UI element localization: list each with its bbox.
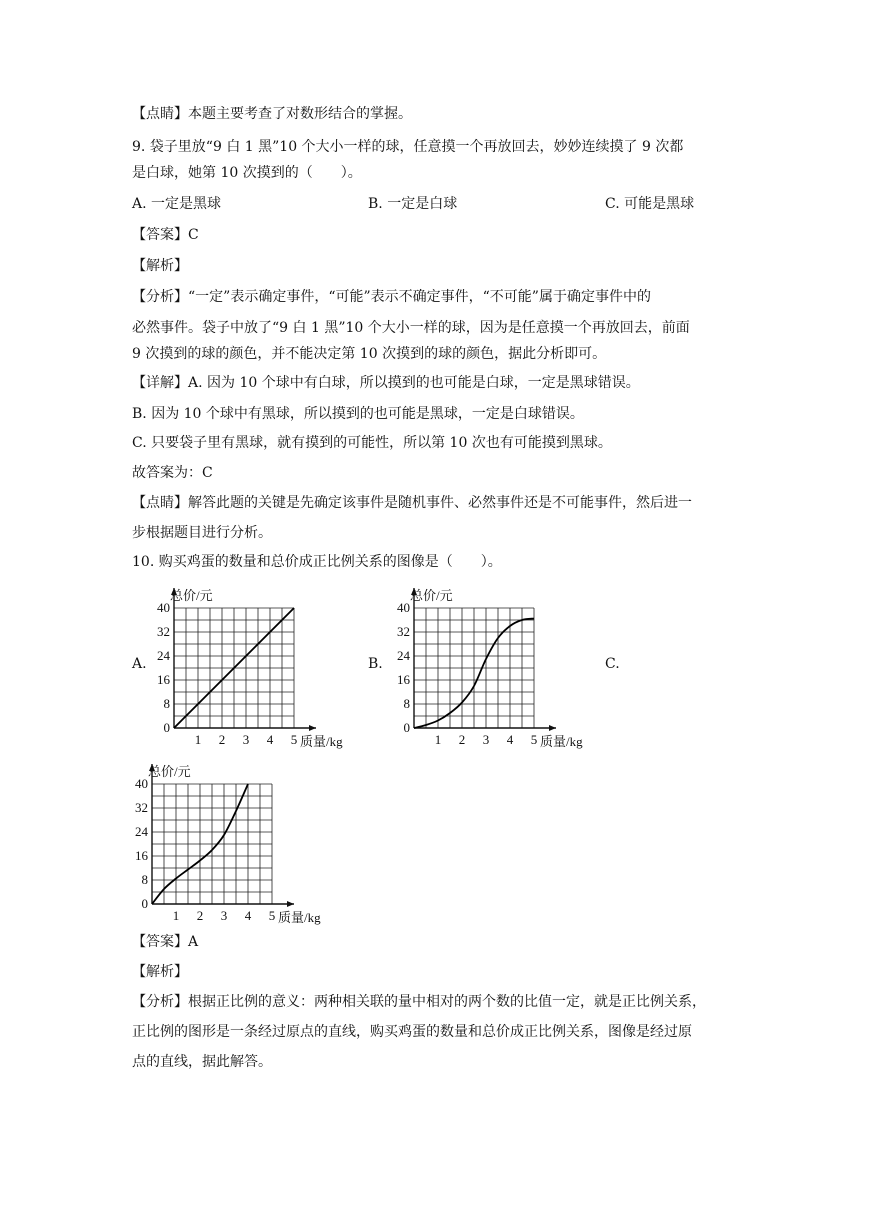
final-answer-9: 故答案为：C [132, 465, 213, 481]
detail-9-line-3: C. 只要袋子里有黑球，就有摸到的可能性，所以第 10 次也有可能摸到黑球。 [132, 435, 612, 451]
y-tick-label: 8 [141, 872, 148, 887]
x-tick-label: 1 [172, 908, 180, 923]
y-tick-label: 0 [403, 720, 410, 735]
analysis-10-line-3: 点的直线，据此解答。 [132, 1054, 272, 1070]
x-axis-title: 质量/kg [278, 910, 321, 925]
analysis-10-line-2: 正比例的图形是一条经过原点的直线，购买鸡蛋的数量和总价成正比例关系，图像是经过原 [132, 1024, 692, 1040]
y-tick-label: 24 [157, 648, 170, 663]
x-tick-label: 2 [218, 732, 226, 747]
y-tick-label: 40 [397, 600, 410, 615]
analysis-9-line-1: 【分析】“一定”表示确定事件，“可能”表示不确定事件，“不可能”属于确定事件中的 [132, 289, 651, 305]
y-tick-label: 16 [397, 672, 410, 687]
y-axis-title: 总价/元 [148, 764, 191, 779]
point-note-1: 【点睛】本题主要考查了对数形结合的掌握。 [132, 106, 412, 122]
question-9-line-2: 是白球，她第 10 次摸到的（ ）。 [132, 165, 362, 181]
x-tick-label: 5 [290, 732, 298, 747]
y-tick-label: 16 [135, 848, 148, 863]
x-tick-label: 2 [458, 732, 466, 747]
question-9-line-1: 9. 袋子里放“9 白 1 黑”10 个大小一样的球，任意摸一个再放回去，妙妙连续摸了 9 次都 [132, 139, 684, 155]
analysis-heading-9: 【解析】 [132, 258, 188, 274]
q9-option-a: A. 一定是黑球 [132, 196, 222, 212]
analysis-heading-10: 【解析】 [132, 964, 188, 980]
x-tick-label: 4 [506, 732, 514, 747]
point-note-9-line-1: 【点睛】解答此题的关键是先确定该事件是随机事件、必然事件还是不可能事件，然后进一 [132, 495, 692, 511]
analysis-10-line-1: 【分析】根据正比例的意义：两种相关联的量中相对的两个数的比值一定，就是正比例关系， [132, 994, 706, 1010]
x-tick-label: 4 [266, 732, 274, 747]
y-tick-label: 8 [163, 696, 170, 711]
x-tick-label: 3 [242, 732, 250, 747]
question-10: 10. 购买鸡蛋的数量和总价成正比例关系的图像是（ ）。 [132, 554, 502, 570]
x-tick-label: 4 [244, 908, 252, 923]
graph-option-a [140, 578, 370, 750]
analysis-9-line-2: 必然事件。袋子中放了“9 白 1 黑”10 个大小一样的球，因为是任意摸一个再放回去，前面 [132, 320, 690, 336]
y-tick-label: 8 [403, 696, 410, 711]
q10-option-a-label: A. [132, 656, 147, 672]
graph-option-b [380, 578, 610, 750]
graph-option-c [118, 754, 348, 926]
y-tick-label: 32 [157, 624, 170, 639]
x-axis-arrow [287, 901, 294, 907]
y-tick-label: 40 [157, 600, 170, 615]
q10-option-b-label: B. [368, 656, 383, 672]
answer-10: 【答案】A [132, 934, 199, 950]
x-axis-arrow [549, 725, 556, 731]
x-tick-label: 1 [434, 732, 442, 747]
x-tick-label: 5 [530, 732, 538, 747]
x-tick-label: 2 [196, 908, 204, 923]
y-tick-label: 16 [157, 672, 170, 687]
detail-9-line-2: B. 因为 10 个球中有黑球，所以摸到的也可能是黑球，一定是白球错误。 [132, 406, 584, 422]
x-tick-label: 1 [194, 732, 202, 747]
x-axis-arrow [309, 725, 316, 731]
y-axis-title: 总价/元 [170, 588, 213, 603]
detail-9-line-1: 【详解】A. 因为 10 个球中有白球，所以摸到的也可能是白球，一定是黑球错误。 [132, 375, 640, 391]
q9-option-b: B. 一定是白球 [368, 196, 458, 212]
y-tick-label: 40 [135, 776, 148, 791]
y-tick-label: 32 [135, 800, 148, 815]
y-tick-label: 24 [135, 824, 148, 839]
y-tick-label: 0 [163, 720, 170, 735]
y-axis-title: 总价/元 [410, 588, 453, 603]
y-tick-label: 0 [141, 896, 148, 911]
point-note-9-line-2: 步根据题目进行分析。 [132, 525, 272, 541]
q9-option-c: C. 可能是黑球 [605, 196, 695, 212]
analysis-9-line-3: 9 次摸到的球的颜色，并不能决定第 10 次摸到的球的颜色，据此分析即可。 [132, 346, 607, 362]
x-tick-label: 5 [268, 908, 276, 923]
q10-option-c-label: C. [605, 656, 620, 672]
x-tick-label: 3 [220, 908, 228, 923]
x-axis-title: 质量/kg [300, 734, 343, 749]
answer-9: 【答案】C [132, 227, 199, 243]
y-tick-label: 24 [397, 648, 410, 663]
x-tick-label: 3 [482, 732, 490, 747]
y-tick-label: 32 [397, 624, 410, 639]
x-axis-title: 质量/kg [540, 734, 583, 749]
